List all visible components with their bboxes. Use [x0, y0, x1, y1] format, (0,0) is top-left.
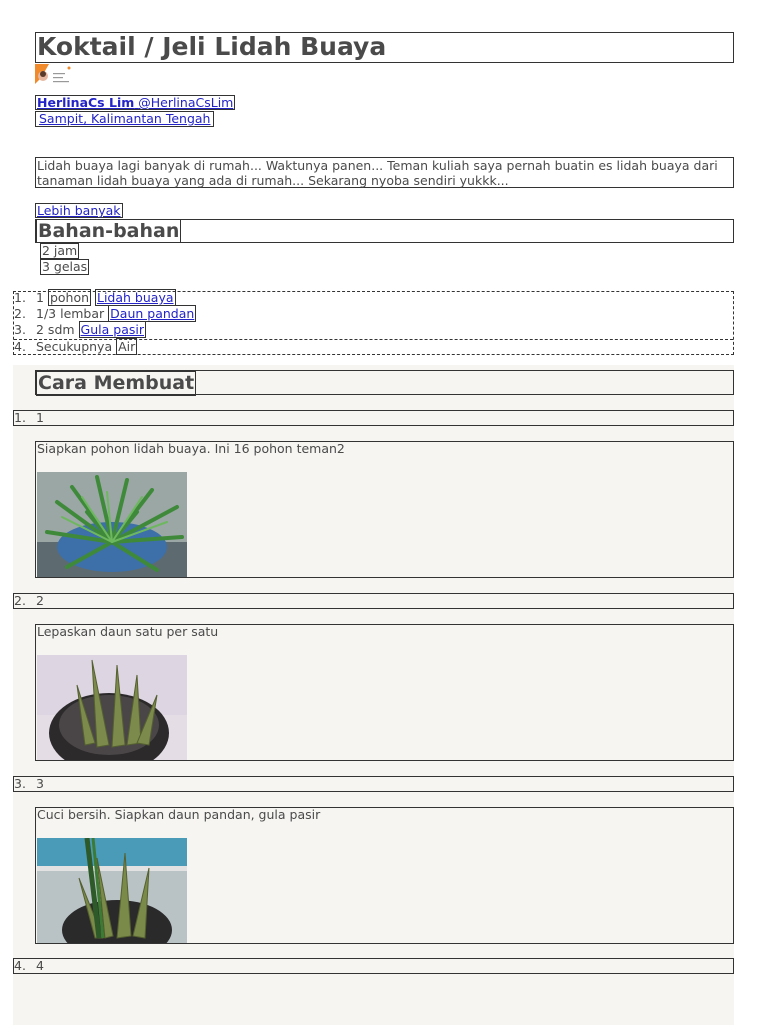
author-link[interactable] [35, 95, 235, 110]
steps-title: Cara Membuat [38, 372, 195, 394]
author-avatar[interactable] [35, 64, 75, 90]
servings: 3 gelas [42, 259, 88, 274]
ingredient-amount: 1 [36, 290, 44, 305]
step-text: Cuci bersih. Siapkan daun pandan, gula pasir [37, 807, 321, 822]
ingredient-number: 2. [14, 306, 26, 321]
step-index: 1. [14, 410, 26, 425]
ingredient-unit: pohon [49, 290, 90, 305]
ingredient-number: 4. [14, 339, 26, 354]
step-index: 2. [14, 593, 26, 608]
step-label: 1 [36, 410, 44, 425]
step-content [35, 624, 734, 761]
avatar-image [35, 64, 75, 90]
ingredient-amount: 1/3 lembar [36, 306, 105, 321]
recipe-title: Koktail / Jeli Lidah Buaya [35, 32, 734, 63]
ingredients-header [35, 219, 734, 243]
ingredients-title: Bahan-bahan [38, 220, 180, 242]
step-photo[interactable] [37, 472, 187, 577]
step-index: 4. [14, 958, 26, 973]
author-name: HerlinaCs Lim [37, 95, 135, 110]
step-photo[interactable] [37, 838, 187, 943]
ingredient-amount: 2 sdm [36, 322, 75, 337]
steps-header [35, 370, 734, 395]
step-number [13, 593, 734, 609]
aloe-plants-photo [37, 472, 187, 577]
cooking-time: 2 jam [42, 243, 78, 258]
author-location-link[interactable]: Sampit, Kalimantan Tengah [35, 111, 214, 127]
ingredient-link[interactable]: Daun pandan [110, 306, 195, 321]
ingredient-link[interactable]: Lidah buaya [97, 290, 174, 305]
step-photo[interactable] [37, 655, 187, 760]
more-link[interactable]: Lebih banyak [37, 203, 121, 218]
ingredient-amount: Secukupnya [36, 339, 113, 354]
aloe-and-pandan-photo [37, 838, 187, 943]
step-index: 3. [14, 776, 26, 791]
step-label: 2 [36, 593, 44, 608]
author-handle: @HerlinaCsLim [138, 95, 234, 110]
aloe-leaves-in-pot-photo [37, 655, 187, 760]
step-text: Siapkan pohon lidah buaya. Ini 16 pohon teman2 [37, 441, 345, 456]
ingredient-item [14, 340, 137, 356]
recipe-description: Lidah buaya lagi banyak di rumah... Waktunya panen... Teman kuliah saya pernah buatin es lidah buaya dari tanaman lidah buaya yang ada di rumah... Sekarang nyoba sendiri yukkk... [35, 157, 734, 188]
step-number [13, 410, 734, 426]
step-text: Lepaskan daun satu per satu [37, 624, 219, 639]
ingredient-name: Air [118, 339, 136, 354]
step-number [13, 776, 734, 792]
ingredient-number: 3. [14, 322, 26, 337]
ingredients-list [13, 291, 734, 355]
step-content [35, 807, 734, 944]
step-label: 4 [36, 958, 44, 973]
step-content [35, 441, 734, 578]
ingredient-link[interactable]: Gula pasir [80, 322, 144, 337]
ingredient-number: 1. [14, 290, 26, 305]
step-number [13, 958, 734, 974]
ingredient-item [14, 323, 146, 339]
step-label: 3 [36, 776, 44, 791]
